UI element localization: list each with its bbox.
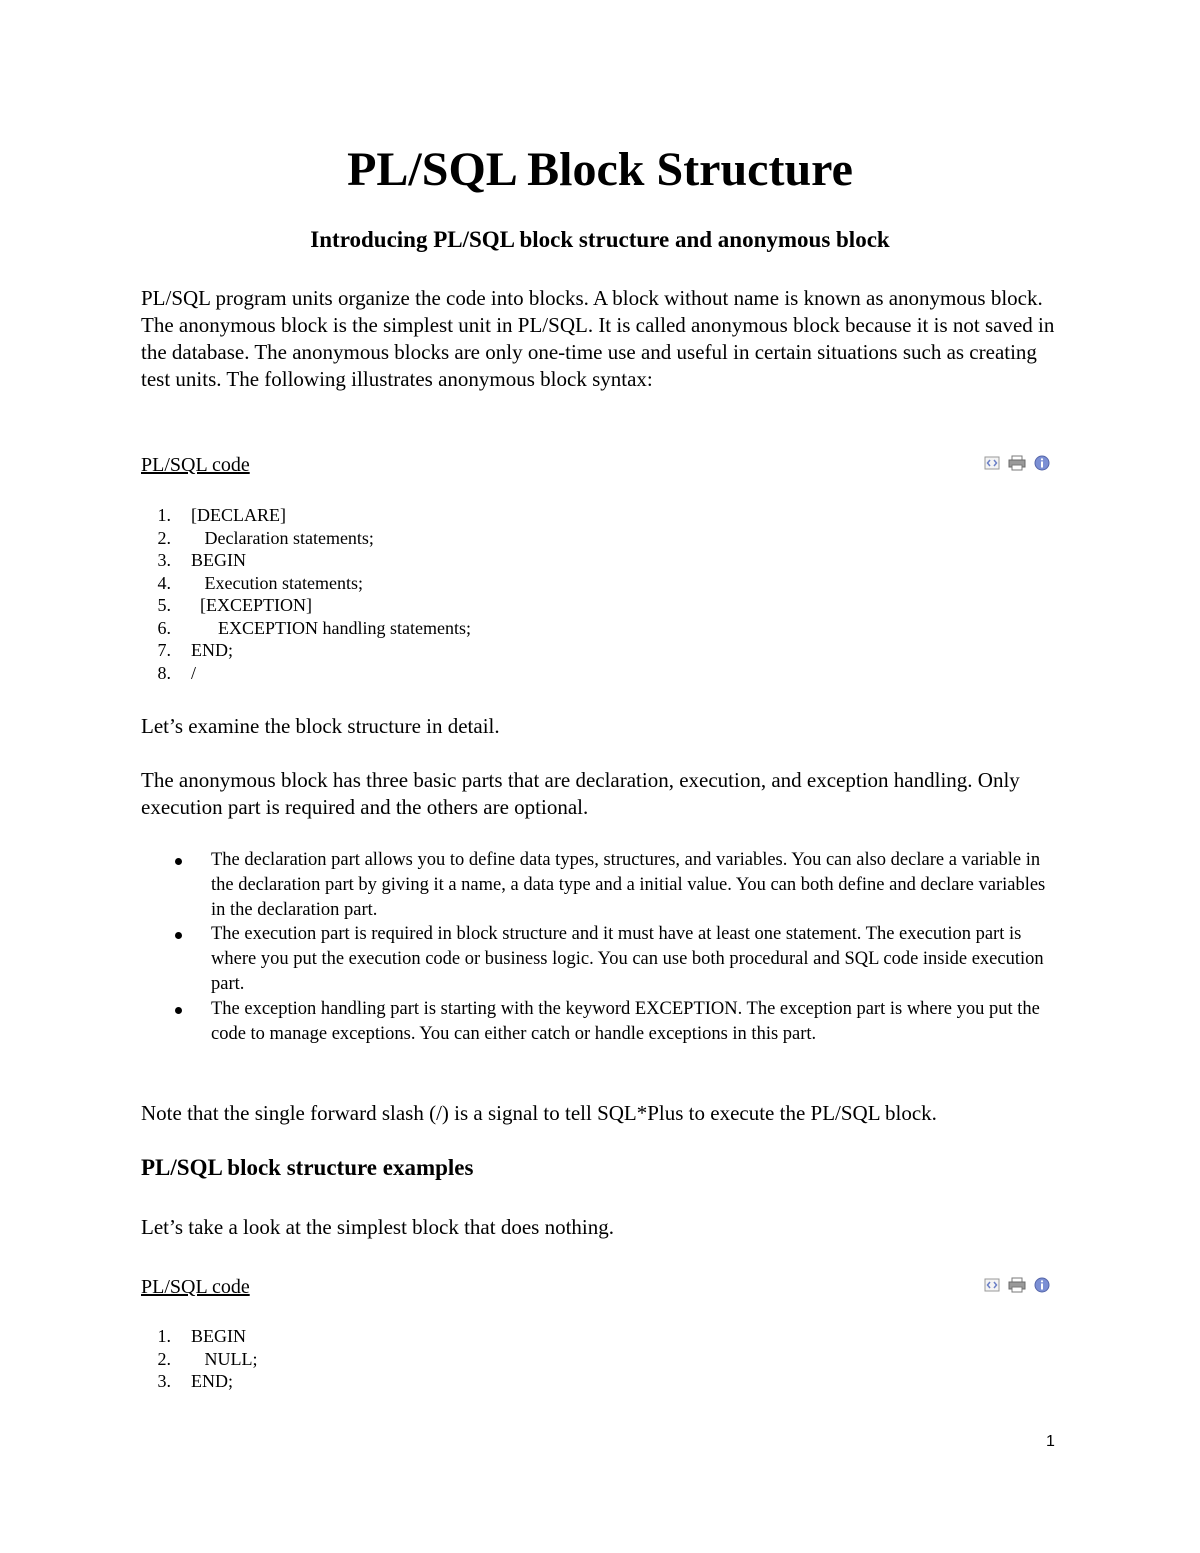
info-icon[interactable]: [1033, 454, 1051, 472]
code-line-text: Declaration statements;: [191, 527, 374, 548]
code-line: [141, 504, 941, 527]
view-source-icon[interactable]: [983, 454, 1001, 472]
bullet-item: [141, 997, 1051, 1047]
page-title: PL/SQL Block Structure: [347, 143, 853, 196]
code-line: [141, 1348, 941, 1371]
page-subtitle: Introducing PL/SQL block structure and anonymous block: [310, 227, 890, 252]
simplest-paragraph: Let’s take a look at the simplest block that does nothing.: [141, 1215, 614, 1239]
intro-paragraph: PL/SQL program units organize the code into blocks. A block without name is known as anonymous block. The anonymous block is the simplest unit in PL/SQL. It is called anonymous block because it is not saved in the database. The anonymous blocks are only one-time use and useful in certain situations such as creating test units. The following illustrates anonymous block syntax:: [141, 286, 1055, 391]
note-paragraph: Note that the single forward slash (/) is a signal to tell SQL*Plus to execute the PL/SQL block.: [141, 1101, 937, 1125]
bullet-dot: [175, 932, 182, 939]
code-line-number: 3.: [157, 550, 171, 570]
code-toolbar: [983, 453, 1057, 473]
print-icon[interactable]: [1008, 1276, 1026, 1294]
code-toolbar: [983, 1275, 1057, 1295]
bullet-text: The declaration part allows you to define data types, structures, and variables. You can also declare a variable in the declaration part by giving it a name, a data type and a initial value. You can both define and declare variables in the declaration part.: [211, 850, 1046, 920]
print-icon[interactable]: [1008, 454, 1026, 472]
code-line: [141, 594, 941, 617]
bullet-text: The exception handling part is starting with the keyword EXCEPTION. The exception part is where you put the code to manage exceptions. You can either catch or handle exceptions in this part.: [211, 998, 1040, 1044]
code-line-text: [DECLARE]: [191, 505, 286, 525]
code-line-text: Execution statements;: [191, 572, 363, 593]
bullet-text: The execution part is required in block structure and it must have at least one statement. The execution part is where you put the execution code or business logic. You can use both procedural and SQL code inside execution part.: [211, 924, 1044, 994]
code-line-number: 2.: [157, 527, 171, 548]
parts-bullet-list: [141, 848, 1051, 1046]
parts-paragraph: The anonymous block has three basic parts that are declaration, execution, and exception handling. Only execution part is required and the others are optional.: [141, 768, 1020, 819]
code-line-number: 7.: [157, 640, 171, 660]
code-line-text: END;: [191, 1371, 233, 1391]
code-line-text: BEGIN: [191, 550, 246, 570]
code-line-text: /: [191, 662, 197, 683]
code-line: [141, 617, 941, 640]
code-listing: [141, 504, 941, 684]
examine-paragraph: Let’s examine the block structure in detail.: [141, 714, 500, 738]
code-line-number: 3.: [157, 1371, 171, 1391]
code-line-text: [EXCEPTION]: [191, 595, 312, 615]
code-line-number: 1.: [157, 1326, 171, 1346]
code-line-number: 8.: [157, 662, 171, 683]
code-label[interactable]: PL/SQL code: [141, 454, 250, 476]
code-line: [141, 572, 941, 595]
code-line-number: 2.: [157, 1348, 171, 1369]
code-line-text: BEGIN: [191, 1326, 246, 1346]
view-source-icon[interactable]: [983, 1276, 1001, 1294]
code-line-number: 4.: [157, 572, 171, 593]
page-number: 1: [1046, 1433, 1055, 1450]
code-line-text: EXCEPTION handling statements;: [191, 617, 471, 638]
code-line: [141, 1325, 941, 1348]
bullet-dot: [175, 858, 182, 865]
code-line-text: END;: [191, 640, 233, 660]
code-line: [141, 1370, 941, 1393]
code-line-number: 6.: [157, 617, 171, 638]
code-line-number: 1.: [157, 505, 171, 525]
code-line: [141, 527, 941, 550]
code-line-text: NULL;: [191, 1348, 258, 1369]
code-listing: [141, 1325, 941, 1393]
code-line: [141, 662, 941, 685]
code-line: [141, 639, 941, 662]
bullet-item: [141, 922, 1051, 996]
bullet-item: [141, 848, 1051, 922]
bullet-dot: [175, 1007, 182, 1014]
examples-heading: PL/SQL block structure examples: [141, 1155, 474, 1180]
code-line-number: 5.: [157, 595, 171, 615]
info-icon[interactable]: [1033, 1276, 1051, 1294]
code-label[interactable]: PL/SQL code: [141, 1276, 250, 1298]
code-line: [141, 549, 941, 572]
